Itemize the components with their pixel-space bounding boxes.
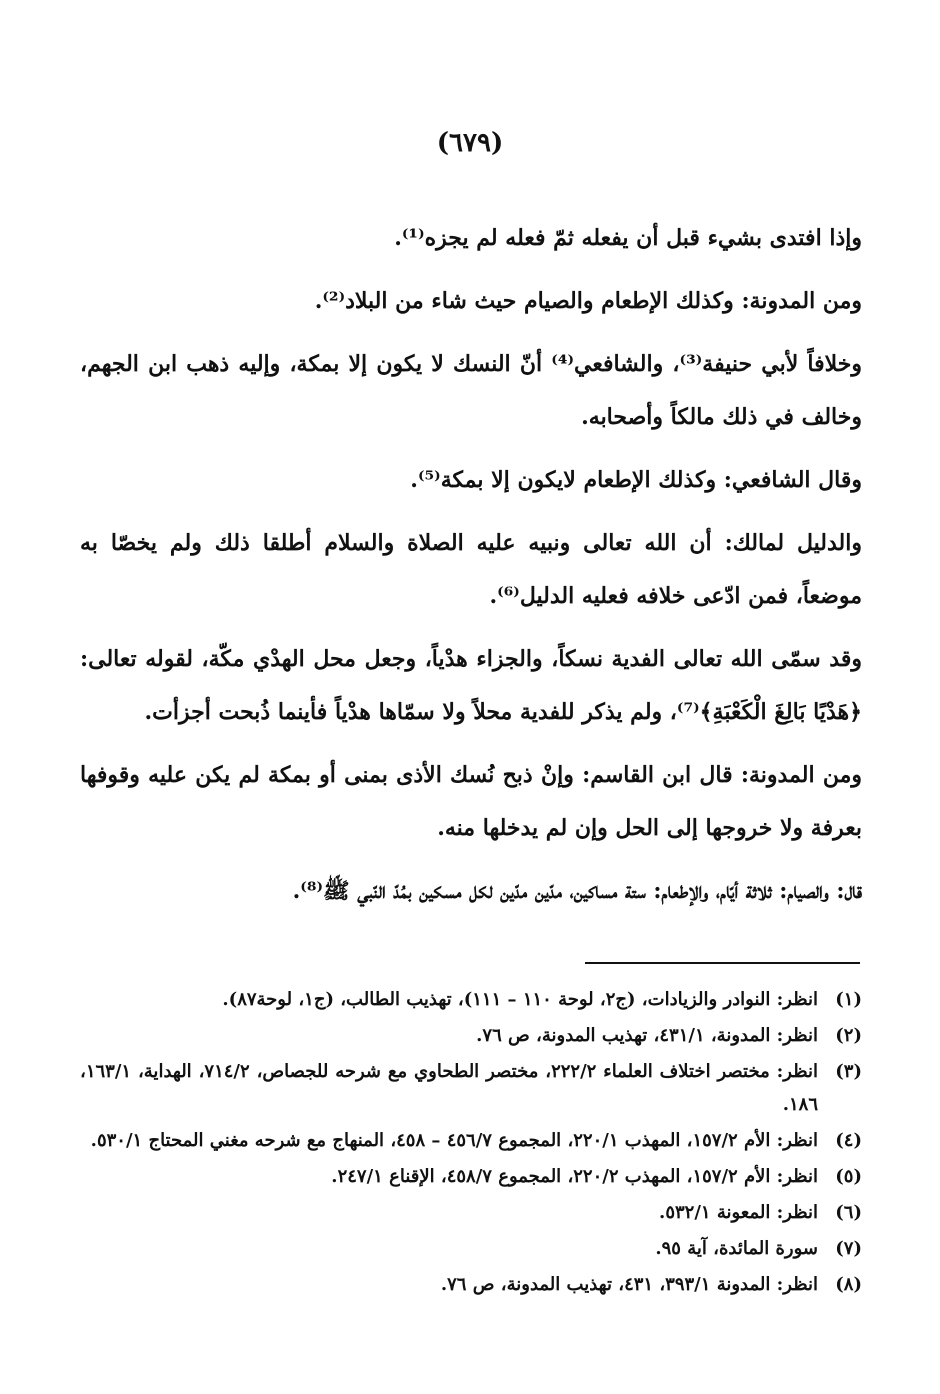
footnote-number: (٥) bbox=[835, 1166, 862, 1187]
paragraph: وإذا افتدى بشيء قبل أن يفعله ثمّ فعله لم يجزه⁽¹⁾. bbox=[394, 225, 862, 251]
footnote-divider bbox=[585, 962, 860, 964]
footnote-text: انظر: المدونة ٣٩٣/١، ٤٣١، تهذيب المدونة، ص ٧٦. bbox=[440, 1274, 818, 1295]
footnote-number: (٨) bbox=[835, 1274, 862, 1295]
footnotes bbox=[80, 983, 862, 1304]
main-text bbox=[80, 212, 862, 928]
footnote-item bbox=[80, 1019, 862, 1052]
footnote-item bbox=[80, 1268, 862, 1301]
footnote-text: انظر: الأم ١٥٧/٢، المهذب ٢٢٠/٢، المجموع ٤٥٨/٧، الإقناع ٢٤٧/١. bbox=[331, 1166, 818, 1187]
paragraph: قال: والصيام: ثلاثة أيّام، والإطعام: ستة مساكين، مدّين مدّين لكل مسكين بمُدّ النّبي ﷺ⁽⁸⁾. bbox=[292, 878, 862, 904]
footnote-item bbox=[80, 1160, 862, 1193]
footnote-text: انظر: المدونة، ٤٣١/١، تهذيب المدونة، ص ٧٦. bbox=[476, 1025, 818, 1046]
paragraph: والدليل لمالك: أن الله تعالى ونبيه عليه الصلاة والسلام أطلقا ذلك ولم يخصّا به موضعاً، فمن ادّعى خلافه فعليه الدليل⁽⁶⁾. bbox=[80, 530, 862, 609]
footnote-number: (٧) bbox=[835, 1238, 862, 1259]
footnote-text: انظر: المعونة ٥٣٢/١. bbox=[659, 1202, 818, 1223]
paragraph: ومن المدونة: قال ابن القاسم: وإنْ ذبح نُسك الأذى بمنى أو بمكة لم يكن عليه وقوفها بعرفة ولا خروجها إلى الحل وإن لم يدخلها منه. bbox=[80, 762, 862, 841]
footnote-item bbox=[80, 1055, 862, 1121]
footnote-number: (٢) bbox=[835, 1025, 862, 1046]
paragraph: ومن المدونة: وكذلك الإطعام والصيام حيث شاء من البلاد⁽²⁾. bbox=[314, 288, 862, 314]
paragraph: وقال الشافعي: وكذلك الإطعام لايكون إلا بمكة⁽⁵⁾. bbox=[410, 467, 862, 493]
footnote-text: سورة المائدة، آية ٩٥. bbox=[655, 1238, 818, 1259]
footnote-text: انظر: النوادر والزيادات، (ج٢، لوحة ١١٠ – ١١١)، تهذيب الطالب، (ج١، لوحة٨٧). bbox=[222, 989, 818, 1010]
footnote-item bbox=[80, 1196, 862, 1229]
page-number: (٦٧٩) bbox=[436, 128, 504, 158]
footnote-item bbox=[80, 1232, 862, 1265]
paragraph: وخلافاً لأبي حنيفة⁽³⁾، والشافعي⁽⁴⁾ أنّ النسك لا يكون إلا بمكة، وإليه ذهب ابن الجهم، وخالف في ذلك مالكاً وأصحابه. bbox=[80, 351, 862, 430]
footnote-number: (١) bbox=[835, 989, 862, 1010]
footnote-text: انظر: الأم ١٥٧/٢، المهذب ٢٢٠/١، المجموع ٤٥٦/٧ – ٤٥٨، المنهاج مع شرحه مغني المحتاج ٥٣٠/١. bbox=[90, 1130, 818, 1151]
footnote-number: (٦) bbox=[835, 1202, 862, 1223]
footnote-number: (٤) bbox=[835, 1130, 862, 1151]
footnote-item bbox=[80, 1124, 862, 1157]
footnote-text: انظر: مختصر اختلاف العلماء ٢٢٢/٢، مختصر الطحاوي مع شرحه للجصاص، ٧١٤/٢، الهداية، ١٦٣/١، ١٨٦. bbox=[80, 1061, 818, 1115]
paragraph: وقد سمّى الله تعالى الفدية نسكاً، والجزاء هدْياً، وجعل محل الهدْي مكّة، لقوله تعالى: ﴿هَدْيًا بَالِغَ الْكَعْبَةِ﴾⁽⁷⁾، ولم يذكر للفدية محلاً ولا سمّاها هدْياً فأينما ذُبحت أجزأت. bbox=[80, 646, 862, 725]
footnote-number: (٣) bbox=[835, 1061, 862, 1082]
footnote-item bbox=[80, 983, 862, 1016]
